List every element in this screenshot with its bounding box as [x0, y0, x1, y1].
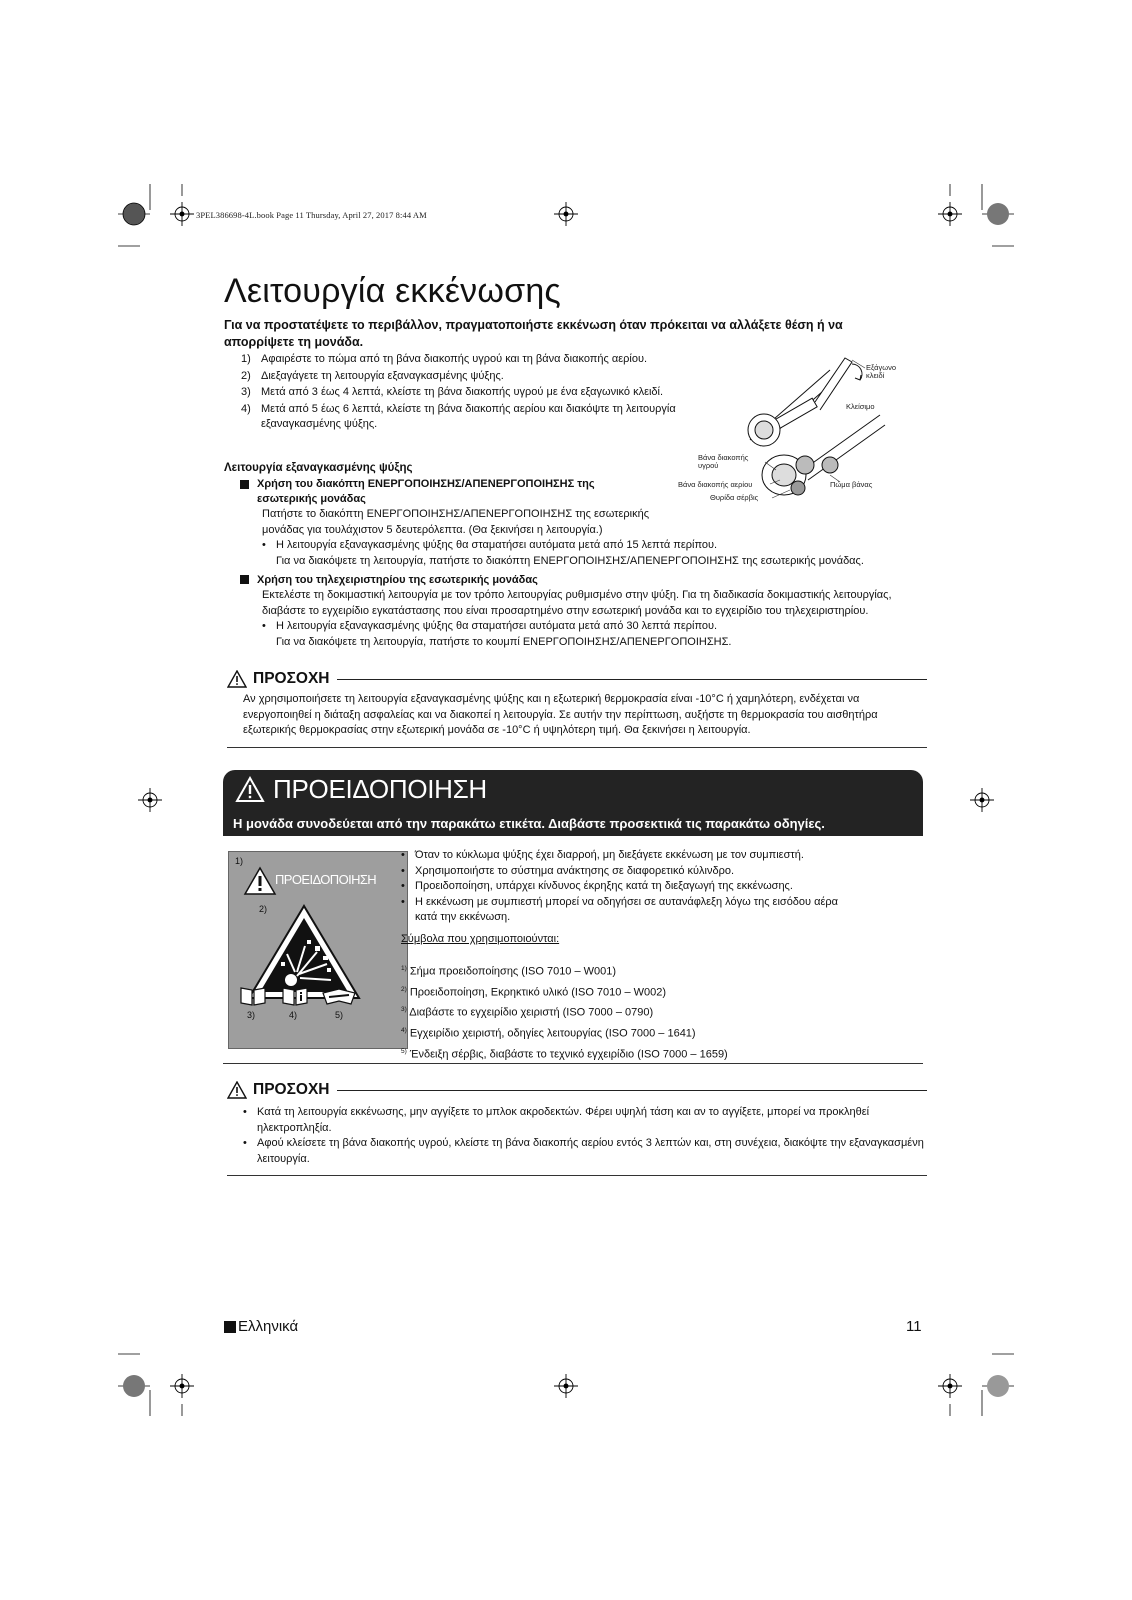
intro-text: Για να προστατέψετε το περιβάλλον, πραγματοποιήστε εκκένωση όταν πρόκειται να αλλάξετε θέση ή να απορρίψετε τη μονάδα.	[224, 318, 843, 349]
warning-triangle-icon	[235, 776, 265, 803]
footer-language: Ελληνικά	[224, 1318, 298, 1335]
page-title: Λειτουργία εκκένωσης	[224, 272, 562, 310]
label-liquid-valve: Βάνα διακοπής υγρού	[698, 453, 749, 470]
caution-section-2	[227, 1081, 927, 1176]
list-item: • Κατά τη λειτουργία εκκένωσης, μην αγγίξετε το μπλοκ ακροδεκτών. Φέρει υψηλή τάση και αν το αγγίξετε, μπορεί να προκληθεί ηλεκτροπληξία.	[243, 1105, 925, 1136]
warning-heading: ΠΡΟΕΙΔΟΠΟΙΗΣΗ	[235, 774, 487, 805]
remote-bullet: • Η λειτουργία εξαναγκασμένης ψύξης θα σταματήσει αυτόματα μετά από 30 λεπτά περίπου. Για να διακόψετε τη λειτουργία, πατήστε το κουμπί ΕΝΕΡΓΟΠΟΙΗΣΗΣ/ΑΠΕΝΕΡΓΟΠΟΙΗΣΗΣ.	[262, 619, 920, 650]
warning-bullets	[401, 848, 841, 926]
warning-subheading: Η μονάδα συνοδεύεται από την παρακάτω ετικέτα. Διαβάστε προσεκτικά τις παρακάτω οδηγίες.	[233, 816, 825, 831]
indoor-switch-body: Πατήστε το διακόπτη ΕΝΕΡΓΟΠΟΙΗΣΗΣ/ΑΠΕΝΕΡΓΟΠΟΙΗΣΗΣ της εσωτερικής μονάδας για τουλάχιστον 5 δευτερόλεπτα. (Θα ξεκινήσει η λειτουργία.)	[262, 508, 650, 536]
divider	[227, 1175, 927, 1176]
list-item: $^{5)}$ Ένδειξη σέρβις, διαβάστε το τεχνικό εγχειρίδιο (ISO 7000 – 1659)	[401, 1047, 728, 1061]
remote-heading: Χρήση του τηλεχειριστηρίου της εσωτερικής μονάδας	[240, 573, 920, 588]
symbols-heading: Σύμβολα που χρησιμοποιούνται:	[401, 933, 560, 945]
warning-triangle-icon	[227, 670, 247, 688]
list-item: • Η εκκένωση με συμπιεστή μπορεί να οδηγήσει σε αυτανάφλεξη λόγω της εισόδου αέρα κατά την εκκένωση.	[401, 895, 841, 926]
caution-section-1	[227, 670, 927, 748]
list-item: $^{3)}$ Διαβάστε το εγχειρίδιο χειριστή (ISO 7000 – 0790)	[401, 1006, 654, 1019]
list-item: $^{1)}$ Σήμα προειδοποίησης (ISO 7010 – W001)	[401, 965, 617, 978]
warning-sign-icon	[243, 866, 277, 896]
list-item: • Όταν το κύκλωμα ψύξης έχει διαρροή, μη διεξάγετε εκκένωση με τον συμπιεστή.	[401, 848, 841, 864]
service-manual-icon	[321, 985, 357, 1007]
forced-cooling-heading: Λειτουργία εξαναγκασμένης ψύξης	[224, 462, 413, 474]
step-item: 4) Μετά από 5 έως 6 λεπτά, κλείστε τη βάνα διακοπής αερίου και διακόψτε τη λειτουργία εξαναγκασμένης ψύξης.	[241, 402, 676, 430]
step-item: 3) Μετά από 3 έως 4 λεπτά, κλείστε τη βάνα διακοπής υγρού με ένα εξαγωνικό κλειδί.	[241, 386, 664, 398]
label-num: 5)	[335, 1010, 344, 1020]
page-number: 11	[906, 1318, 922, 1335]
list-item: • Προειδοποίηση, υπάρχει κίνδυνος έκρηξης κατά τη διεξαγωγή της εκκένωσης.	[401, 879, 841, 895]
label-gas-valve: Βάνα διακοπής αερίου	[678, 480, 753, 489]
warning-label-image	[228, 851, 408, 1049]
remote-section	[240, 573, 920, 650]
divider	[227, 747, 927, 748]
list-item: • Χρησιμοποιήστε το σύστημα ανάκτησης σε διαφορετικό κύλινδρο.	[401, 864, 841, 880]
step-item: 1) Αφαιρέστε το πώμα από τη βάνα διακοπής υγρού και τη βάνα διακοπής αερίου.	[241, 353, 648, 365]
list-item: $^{2)}$ Προειδοποίηση, Εκρηκτικό υλικό (ISO 7010 – W002)	[401, 985, 667, 999]
warning-triangle-icon	[227, 1081, 247, 1099]
indoor-switch-bullet: • Η λειτουργία εξαναγκασμένης ψύξης θα σταματήσει αυτόματα μετά από 15 λεπτά περίπου. Για να διακόψετε τη λειτουργία, πατήστε το διακόπτη ΕΝΕΡΓΟΠΟΙΗΣΗΣ/ΑΠΕΝΕΡΓΟΠΟΙΗΣΗΣ της εσωτερικής μονάδας.	[262, 538, 920, 569]
label-hex-key: Εξάγωνο κλειδί	[866, 363, 897, 380]
label-valve-cap: Πώμα βάνας	[830, 480, 873, 489]
indoor-switch-heading: Χρήση του διακόπτη ΕΝΕΡΓΟΠΟΙΗΣΗΣ/ΑΠΕΝΕΡΓΟΠΟΙΗΣΗΣ της εσωτερικής μονάδας	[240, 477, 640, 507]
label-service-port: Θυρίδα σέρβις	[710, 493, 759, 502]
caution-heading: ΠΡΟΣΟΧΗ	[227, 670, 927, 688]
label-num: 1)	[235, 856, 244, 866]
label-num: 3)	[247, 1010, 256, 1020]
step-item: 2) Διεξαγάγετε τη λειτουργία εξαναγκασμένης ψύξης.	[241, 369, 504, 382]
warning-banner	[223, 770, 923, 836]
manual-book-icon	[239, 985, 267, 1007]
label-num: 4)	[289, 1010, 298, 1020]
list-item: • Αφού κλείσετε τη βάνα διακοπής υγρού, κλείστε τη βάνα διακοπής αερίου εντός 3 λεπτών και, στη συνέχεια, διακόψτε την εξαναγκασμένη λειτουργία.	[243, 1136, 925, 1167]
operation-manual-icon	[281, 985, 309, 1007]
caution-text: Αν χρησιμοποιήσετε τη λειτουργία εξαναγκασμένης ψύξης και η εξωτερική θερμοκρασία είναι -10°C ή χαμηλότερη, ενδέχεται να ενεργοποιηθεί η διάταξη ασφαλείας και να διακοπεί η λειτουργία. Σε αυτήν την περίπτωση, αυξήστε τη θερμοκρασία του αισθητήρα εξωτερικής θερμοκρασίας στην εξωτερική μονάδα σε -10°C ή υψηλότερη τιμή. Θα ξεκινήσει η λειτουργία.	[243, 693, 878, 736]
caution-heading: ΠΡΟΣΟΧΗ	[227, 1081, 927, 1099]
divider	[223, 1063, 923, 1064]
square-bullet-icon	[224, 1321, 236, 1333]
label-warning-text: ΠΡΟΕΙΔΟΠΟΙΗΣΗ	[275, 872, 377, 887]
symbols-list	[401, 960, 841, 1063]
steps-list	[241, 352, 681, 434]
label-num: 2)	[259, 904, 268, 914]
indoor-switch-section	[240, 477, 920, 569]
print-header: 3PEL386698-4L.book Page 11 Thursday, April 27, 2017 8:44 AM	[196, 210, 427, 220]
remote-body: Εκτελέστε τη δοκιμαστική λειτουργία με τον τρόπο λειτουργίας ρυθμισμένο στην ψύξη. Για τη διαδικασία δοκιμαστικής λειτουργίας, διαβάστε το εγχειρίδιο εγκατάστασης που είναι προσαρτημένο στην εσωτερική μονάδα και το εγχειρίδιο του τηλεχειριστηρίου.	[262, 589, 892, 617]
label-close: Κλείσιμο	[846, 402, 875, 411]
list-item: $^{4)}$ Εγχειρίδιο χειριστή, οδηγίες λειτουργίας (ISO 7000 – 1641)	[401, 1026, 696, 1040]
